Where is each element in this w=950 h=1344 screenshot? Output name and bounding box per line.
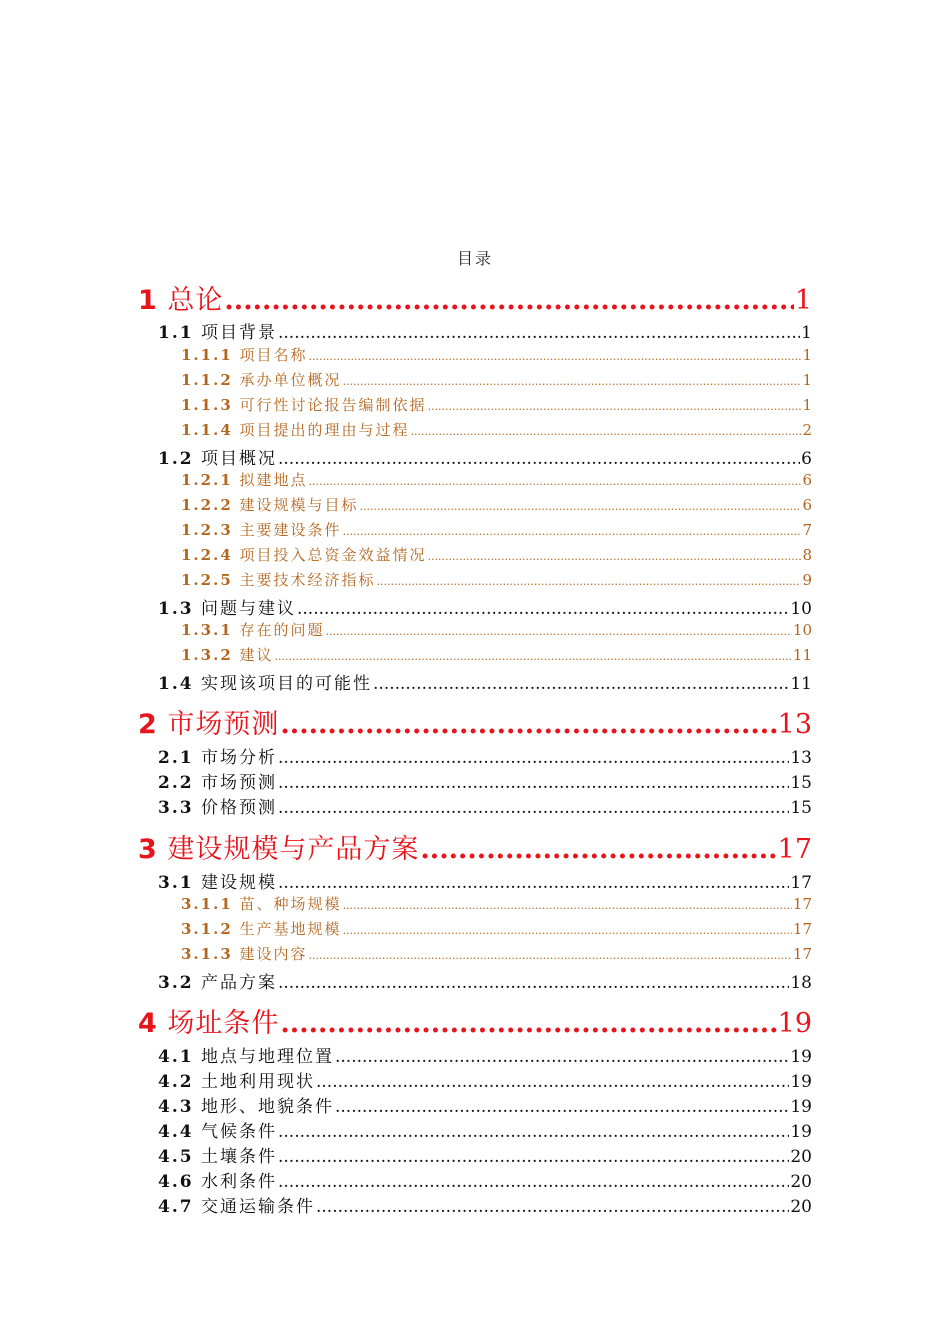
toc-entry-title (181, 918, 342, 939)
toc-entry-title (158, 1042, 334, 1067)
toc-entry-label: 水利条件 (200, 1172, 277, 1192)
toc-entry-number: 4 (138, 1008, 158, 1039)
toc-entry-level3[interactable] (181, 344, 812, 369)
toc-entry-label: 项目投入总资金效益情况 (239, 546, 427, 564)
toc-entry-number: 4.3 (158, 1097, 194, 1117)
toc-entry-level2[interactable] (158, 1167, 812, 1192)
toc-entry-level1[interactable] (138, 827, 812, 863)
toc-page-number: 15 (790, 773, 812, 793)
toc-page-number: 13 (790, 748, 812, 768)
toc-page-number: 17 (792, 945, 812, 963)
toc-entry-level2[interactable] (158, 444, 812, 469)
toc-entry-level1[interactable] (138, 1001, 812, 1037)
toc-page-number: 7 (802, 521, 812, 539)
toc-heading: 目录 (456, 249, 493, 268)
toc-entry-label: 苗、种场规模 (239, 895, 342, 913)
toc-page-number: 20 (790, 1197, 812, 1217)
toc-entry-number: 1.2.4 (181, 546, 233, 564)
toc-page-number: 1 (802, 396, 812, 414)
toc-entry-number: 1.1.3 (181, 396, 233, 414)
toc-entry-title (181, 569, 376, 590)
toc-entry-level3[interactable] (181, 394, 812, 419)
toc-entry-level2[interactable] (158, 669, 812, 694)
toc-entry-level2[interactable] (158, 743, 812, 768)
toc-entry-level2[interactable] (158, 968, 812, 993)
toc-entry-level3[interactable] (181, 943, 812, 968)
toc-entry-level1[interactable] (138, 702, 812, 738)
toc-entry-label: 实现该项目的可能性 (200, 674, 372, 694)
toc-entry-level2[interactable] (158, 1042, 812, 1067)
toc-entry-number: 3.1.2 (181, 920, 233, 938)
toc-entry-title (138, 702, 279, 741)
toc-page-number: 2 (802, 421, 812, 439)
toc-entry-label: 可行性讨论报告编制依据 (239, 396, 427, 414)
toc-page-number: 11 (792, 646, 812, 664)
toc-entry-label: 地形、地貌条件 (200, 1097, 334, 1117)
toc-entry-title (158, 594, 296, 619)
toc-entry-title (158, 669, 372, 694)
toc-entry-level2[interactable] (158, 1142, 812, 1167)
toc-entry-number: 3.1.1 (181, 895, 233, 913)
toc-leader-dots (278, 873, 789, 893)
toc-page-number: 6 (801, 449, 812, 469)
toc-page-number: 19 (790, 1122, 812, 1142)
toc-entry-title (181, 494, 359, 515)
toc-entry-level2[interactable] (158, 768, 812, 793)
toc-entry-title (158, 793, 277, 818)
toc-entry-label: 市场预测 (200, 773, 277, 793)
toc-entry-title (181, 469, 308, 490)
toc-entry-number: 2.2 (158, 773, 194, 793)
toc-entry-number: 3.2 (158, 973, 194, 993)
toc-leader-dots (316, 1197, 789, 1217)
toc-entry-title (158, 1142, 277, 1167)
toc-entry-number: 1.3 (158, 599, 194, 619)
toc-entry-number: 1.2.5 (181, 571, 233, 589)
toc-page-number: 19 (790, 1097, 812, 1117)
toc-entry-level3[interactable] (181, 569, 812, 594)
toc-entry-title (181, 394, 427, 415)
toc-leader-dots (343, 924, 792, 937)
toc-entry-label: 建设规模与目标 (239, 496, 359, 514)
toc-entry-title (138, 278, 223, 317)
toc-entry-title (181, 644, 274, 665)
toc-entry-label: 生产基地规模 (239, 920, 342, 938)
toc-page-number: 8 (802, 546, 812, 564)
toc-leader-dots (343, 899, 792, 912)
toc-entry-number: 3.1.3 (181, 945, 233, 963)
toc-entry-title (181, 419, 410, 440)
toc-entry-label: 问题与建议 (200, 599, 296, 619)
toc-entry-number: 1.1 (158, 323, 194, 343)
toc-page-number: 10 (790, 599, 812, 619)
toc-leader-dots (224, 285, 793, 316)
toc-page-number: 6 (802, 496, 812, 514)
toc-entry-level2[interactable] (158, 793, 812, 818)
toc-leader-dots (316, 1072, 789, 1092)
toc-entry-label: 拟建地点 (239, 471, 308, 489)
toc-entry-level3[interactable] (181, 918, 812, 943)
toc-page-number: 1 (802, 371, 812, 389)
toc-leader-dots (343, 525, 802, 538)
toc-leader-dots (377, 575, 802, 588)
toc-entry-label: 建设内容 (239, 945, 308, 963)
toc-entry-number: 3 (138, 834, 158, 865)
toc-entry-title (158, 743, 277, 768)
toc-leader-dots (280, 1008, 776, 1039)
toc-entry-title (158, 318, 277, 343)
toc-entry-number: 2 (138, 709, 158, 740)
toc-entry-title (181, 943, 308, 964)
toc-entry-number: 1.2.2 (181, 496, 233, 514)
toc-entry-level3[interactable] (181, 419, 812, 444)
toc-entry-number: 1.2 (158, 449, 194, 469)
toc-entry-title (158, 968, 277, 993)
toc-entry-label: 地点与地理位置 (200, 1047, 334, 1067)
toc-entry-label: 承办单位概况 (239, 371, 342, 389)
toc-entry-number: 3.1 (158, 873, 194, 893)
toc-entry-label: 土地利用现状 (200, 1072, 315, 1092)
toc-page-number: 6 (802, 471, 812, 489)
toc-entry-number: 4.6 (158, 1172, 194, 1192)
toc-entry-label: 土壤条件 (200, 1147, 277, 1167)
toc-entry-title (181, 893, 342, 914)
toc-page-number: 17 (792, 920, 812, 938)
toc-entry-title (181, 369, 342, 390)
toc-entry-number: 4.5 (158, 1147, 194, 1167)
toc-entry-title (158, 444, 277, 469)
toc-page-number: 18 (790, 973, 812, 993)
toc-entry-number: 1.4 (158, 674, 194, 694)
toc-entry-title (158, 868, 277, 893)
toc-leader-dots (309, 949, 792, 962)
toc-entry-number: 1.1.4 (181, 421, 233, 439)
toc-leader-dots (278, 973, 789, 993)
toc-leader-dots (280, 709, 776, 740)
toc-entry-label: 建设规模 (200, 873, 277, 893)
toc-entry-label: 建设规模与产品方案 (167, 834, 420, 865)
toc-entry-label: 项目背景 (200, 323, 277, 343)
toc-entry-level2[interactable] (158, 594, 812, 619)
toc-page-number: 13 (777, 709, 812, 740)
toc-entry-title (158, 1067, 315, 1092)
toc-page-number: 19 (790, 1047, 812, 1067)
toc-entry-number: 1.1.1 (181, 346, 233, 364)
toc-leader-dots (428, 550, 802, 563)
toc-page-number: 20 (790, 1172, 812, 1192)
toc-entry-level3[interactable] (181, 519, 812, 544)
toc-leader-dots (278, 1122, 789, 1142)
toc-entry-level3[interactable] (181, 644, 812, 669)
toc-entry-label: 主要技术经济指标 (239, 571, 376, 589)
toc-entry-title (181, 619, 325, 640)
toc-leader-dots (420, 834, 776, 865)
toc-entry-level3[interactable] (181, 494, 812, 519)
toc-entry-level2[interactable] (158, 318, 812, 343)
toc-page-number: 15 (790, 798, 812, 818)
toc-leader-dots (278, 449, 800, 469)
toc-entry-number: 4.7 (158, 1197, 194, 1217)
toc-entry-title (158, 1167, 277, 1192)
toc-entry-label: 市场分析 (200, 748, 277, 768)
toc-entry-number: 4.4 (158, 1122, 194, 1142)
toc-entry-label: 建议 (239, 646, 274, 664)
toc-leader-dots (335, 1047, 789, 1067)
toc-entry-number: 4.1 (158, 1047, 194, 1067)
toc-entry-title (158, 1117, 277, 1142)
toc-entry-title (138, 1001, 279, 1040)
toc-leader-dots (309, 350, 802, 363)
toc-entry-number: 1 (138, 285, 158, 316)
toc-entry-level3[interactable] (181, 469, 812, 494)
toc-page-number: 17 (792, 895, 812, 913)
toc-entry-number: 1.3.2 (181, 646, 233, 664)
toc-entry-title (138, 827, 419, 866)
toc-entry-label: 场址条件 (167, 1008, 280, 1039)
toc-leader-dots (335, 1097, 789, 1117)
toc-entry-title (181, 519, 342, 540)
toc-entry-level3[interactable] (181, 369, 812, 394)
toc-leader-dots (360, 500, 802, 513)
toc-leader-dots (278, 323, 800, 343)
toc-entry-label: 项目提出的理由与过程 (239, 421, 410, 439)
toc-leader-dots (326, 625, 792, 638)
toc-entry-title (158, 768, 277, 793)
toc-leader-dots (309, 475, 802, 488)
toc-entry-title (158, 1092, 334, 1117)
toc-leader-dots (373, 674, 789, 694)
toc-page-number: 17 (777, 834, 812, 865)
toc-page-number: 1 (794, 285, 812, 316)
toc-leader-dots (275, 650, 792, 663)
toc-page-number: 20 (790, 1147, 812, 1167)
toc-entry-title (181, 344, 308, 365)
toc-page-number: 11 (790, 674, 812, 694)
toc-page-number: 1 (802, 346, 812, 364)
toc-entry-number: 2.1 (158, 748, 194, 768)
toc-entry-level3[interactable] (181, 544, 812, 569)
toc-entry-level2[interactable] (158, 1092, 812, 1117)
toc-page-number: 1 (801, 323, 812, 343)
toc-entry-level1[interactable] (138, 278, 812, 314)
toc-entry-label: 价格预测 (200, 798, 277, 818)
toc-entry-label: 产品方案 (200, 973, 277, 993)
toc-entry-level2[interactable] (158, 1192, 812, 1217)
toc-entry-level3[interactable] (181, 893, 812, 918)
toc-entry-number: 1.3.1 (181, 621, 233, 639)
toc-page-number: 17 (790, 873, 812, 893)
toc-entry-label: 交通运输条件 (200, 1197, 315, 1217)
toc-entry-label: 项目名称 (239, 346, 308, 364)
toc-entry-number: 3.3 (158, 798, 194, 818)
toc-leader-dots (297, 599, 789, 619)
toc-entry-label: 项目概况 (200, 449, 277, 469)
toc-entry-label: 市场预测 (167, 709, 280, 740)
toc-entry-label: 总论 (167, 285, 224, 316)
toc-leader-dots (278, 1147, 789, 1167)
toc-entry-level2[interactable] (158, 1067, 812, 1092)
toc-leader-dots (428, 400, 802, 413)
toc-entry-title (181, 544, 427, 565)
toc-entry-level2[interactable] (158, 868, 812, 893)
toc-entry-title (158, 1192, 315, 1217)
toc-leader-dots (278, 798, 789, 818)
toc-leader-dots (278, 1172, 789, 1192)
toc-entry-label: 主要建设条件 (239, 521, 342, 539)
toc-page-number: 10 (792, 621, 812, 639)
toc-entry-number: 1.2.1 (181, 471, 233, 489)
toc-page-number: 19 (777, 1008, 812, 1039)
toc-leader-dots (411, 425, 802, 438)
toc-entry-label: 存在的问题 (239, 621, 325, 639)
toc-page-number: 9 (802, 571, 812, 589)
toc-leader-dots (278, 773, 789, 793)
toc-entry-level3[interactable] (181, 619, 812, 644)
toc-entry-level2[interactable] (158, 1117, 812, 1142)
toc-entry-label: 气候条件 (200, 1122, 277, 1142)
toc-entry-number: 1.1.2 (181, 371, 233, 389)
toc-entry-number: 4.2 (158, 1072, 194, 1092)
toc-page-number: 19 (790, 1072, 812, 1092)
toc-leader-dots (278, 748, 789, 768)
toc-entry-number: 1.2.3 (181, 521, 233, 539)
toc-leader-dots (343, 375, 802, 388)
